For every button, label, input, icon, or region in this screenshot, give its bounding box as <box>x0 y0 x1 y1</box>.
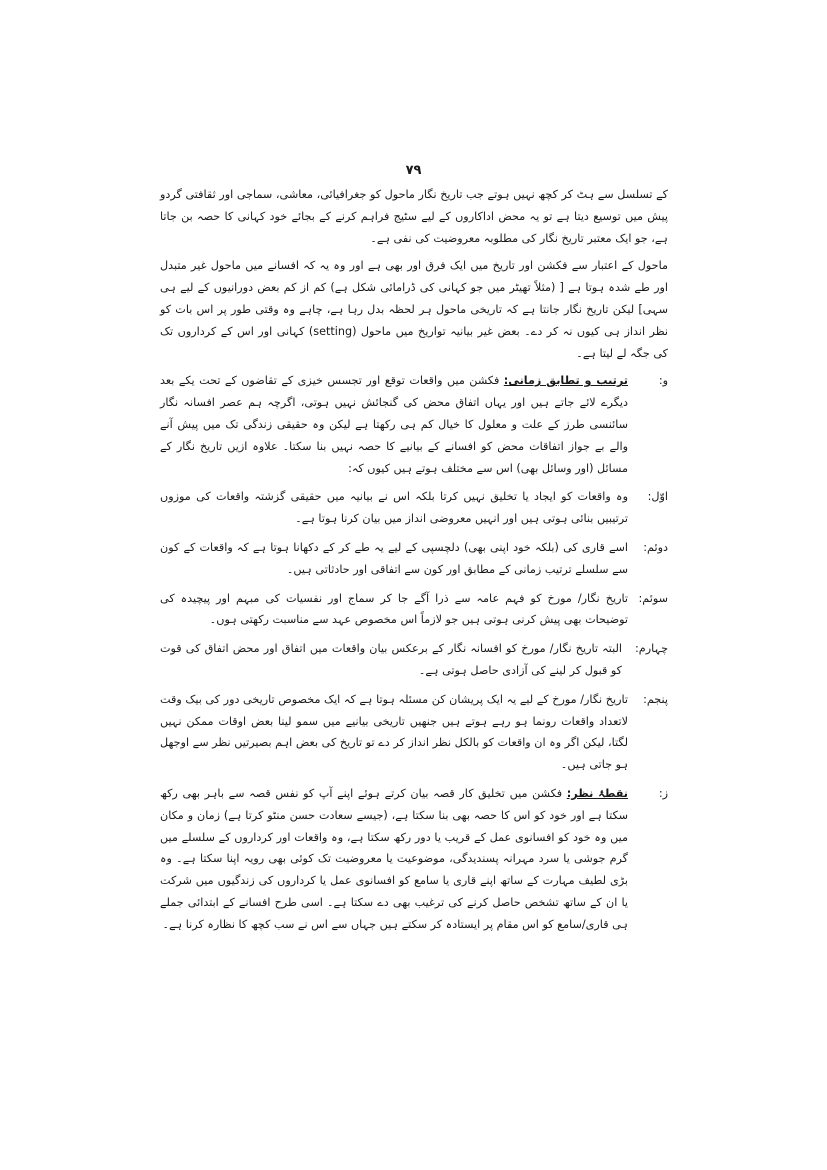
list-item <box>160 689 668 776</box>
item-marker: اوّل: <box>647 490 668 504</box>
item-text: تاریخ نگار/ مورخ کو فہم عامہ سے ذرا آگے جا کر سماج اور نفسیات کی مبہم اور پیچیدہ کی توضیحات بھی پیش کرنی ہوتی ہیں جو لازماً اس مخصوص عہد سے مناسبت رکھتی ہوں۔ <box>160 591 628 627</box>
item-body <box>160 370 628 479</box>
section-heading: نقطۂ نظر: <box>566 786 629 800</box>
paragraph: ماحول کے اعتبار سے فکشن اور تاریخ میں ایک فرق اور بھی ہے اور وہ یہ کہ افسانے میں ماحول غیر متبدل اور طے شدہ ہوتا ہے [ (مثلاً تھیٹر میں جو کہانی کی ڈرامائی شکل ہے) کم از کم بعض دورانیوں کے لیے ہی سہی] لیکن تاریخ نگار جانتا ہے کہ تاریخی ماحول ہر لحظہ بدل رہا ہے، چاہے وہ وقتی طور پر اس بات کو نظر انداز ہی کیوں نہ کر دے۔ بعض غیر بیانیہ تواریخ میں ماحول (setting) کہانی اور اس کے کرداروں تک کی جگہ لے لیتا ہے۔ <box>160 259 668 360</box>
item-text: فکشن میں واقعات توقع اور تجسس خیزی کے تقاضوں کے تحت یکے بعد دیگرے لائے جاتے ہیں اور یہاں اتفاق محض کی گنجائش نہیں ہوتی، اگرچہ ہم عصر افسانہ نگار سائنسی طرز کے علت و معلول کا خیال کم ہی رکھتا ہے لیکن وہ حقیقی زندگی تک میں پیش آنے والے بے جواز اتفاقات محض کو افسانے کے بیانیے کا حصہ نہیں بنا سکتا۔ علاوہ ازیں تاریخ نگار کے مسائل (اور وسائل بھی) اس سے مختلف ہوتے ہیں کیوں کہ: <box>160 374 628 475</box>
item-text: تاریخ نگار/ مورخ کے لیے یہ ایک پریشان کن مسئلہ ہوتا ہے کہ ایک مخصوص تاریخی دور کی بیک وقت لاتعداد واقعات رونما ہو رہے ہوتے ہیں جنھیں تاریخی بیانیے میں سمو لینا بعض اوقات ممکن نہیں لگتا، لیکن اگر وہ ان واقعات کو بالکل نظر انداز کر دے تو تاریخ کی بعض اہم بصیرتیں نظر سے اوجھل ہو جاتی ہیں۔ <box>160 692 628 772</box>
item-body <box>160 537 628 581</box>
item-body <box>160 638 622 682</box>
item-body <box>160 783 628 936</box>
list-item <box>160 486 668 530</box>
item-marker: و: <box>658 374 668 388</box>
item-text: اسے قاری کی (بلکہ خود اپنی بھی) دلچسپی کے لیے یہ طے کر کے دکھانا ہوتا ہے کہ واقعات کے کون سے سلسلے ترتیب زمانی کے مطابق اور کون سے اتفاقی اور حادثاتی ہیں۔ <box>160 540 628 576</box>
list-item <box>160 537 668 581</box>
list-item <box>160 588 668 632</box>
list-item <box>160 370 668 479</box>
item-text: فکشن میں تخلیق کار قصہ بیان کرتے ہوئے اپنے آپ کو نفس قصہ سے باہر بھی رکھ سکتا ہے اور خود کو اس کا حصہ بھی بنا سکتا ہے، (جیسے سعادت حسن منٹو کرتا ہے) زمان و مکان میں وہ خود کو افسانوی عمل کے قریب یا دور رکھ سکتا ہے، وہ واقعات اور کرداروں کے سلسلے میں گرم جوشی یا سرد مہرانہ پسندیدگی، موضوعیت یا معروضیت تک کوئی بھی رویہ اپنا سکتا ہے۔ وہ بڑی لطیف مہارت کے ساتھ اپنے قاری یا سامع کو افسانوی عمل یا کرداروں کی زندگیوں میں شرکت یا ان کے ساتھ تشخص حاصل کرنے کی ترغیب بھی دے سکتا ہے۔ اسی طرح افسانے کے ابتدائی جملے ہی قاری/سامع کو اس مقام پر ایستادہ کر سکتے ہیں جہاں سے اس نے سب کچھ کا نظارہ کرنا ہے۔ <box>160 786 628 931</box>
list-item <box>160 638 668 682</box>
item-marker: پنجم: <box>643 692 668 706</box>
page-body <box>160 184 668 943</box>
item-text: وہ واقعات کو ایجاد یا تخلیق نہیں کرتا بلکہ اس نے بیانیہ میں حقیقی گزشتہ واقعات کی موزوں ترتیبیں بنائی ہوتی ہیں اور انہیں معروضی انداز میں بیان کرنا ہوتا ہے۔ <box>160 490 628 526</box>
item-text: البتہ تاریخ نگار/ مورخ کو افسانہ نگار کے برعکس بیان واقعات میں اتفاق اور محض اتفاق کی قوت کو قبول کر لینے کی آزادی حاصل ہوتی ہے۔ <box>160 642 622 677</box>
item-body <box>160 689 628 776</box>
item-marker: دوئم: <box>643 540 668 554</box>
item-marker: سوئم: <box>638 591 668 605</box>
item-body <box>160 588 628 632</box>
page-number: ۷۹ <box>405 163 422 178</box>
paragraph: کے تسلسل سے ہٹ کر کچھ نہیں ہوتے جب تاریخ نگار ماحول کو جغرافیائی، معاشی، سماجی اور ثقافتی گردو پیش میں توسیع دیتا ہے تو یہ محض اداکاروں کے لیے سٹیج فراہم کرنے کے بجائے خود کہانی کا حصہ بن جاتا ہے، جو ایک معتبر تاریخ نگار کی مطلوبہ معروضیت کی نفی ہے۔ <box>160 188 668 245</box>
list-item <box>160 783 668 936</box>
item-marker: چہارم: <box>635 642 668 656</box>
item-marker: ز: <box>658 786 668 800</box>
section-heading: ترتیب و تطابق زمانی: <box>503 374 628 388</box>
item-body <box>160 486 628 530</box>
